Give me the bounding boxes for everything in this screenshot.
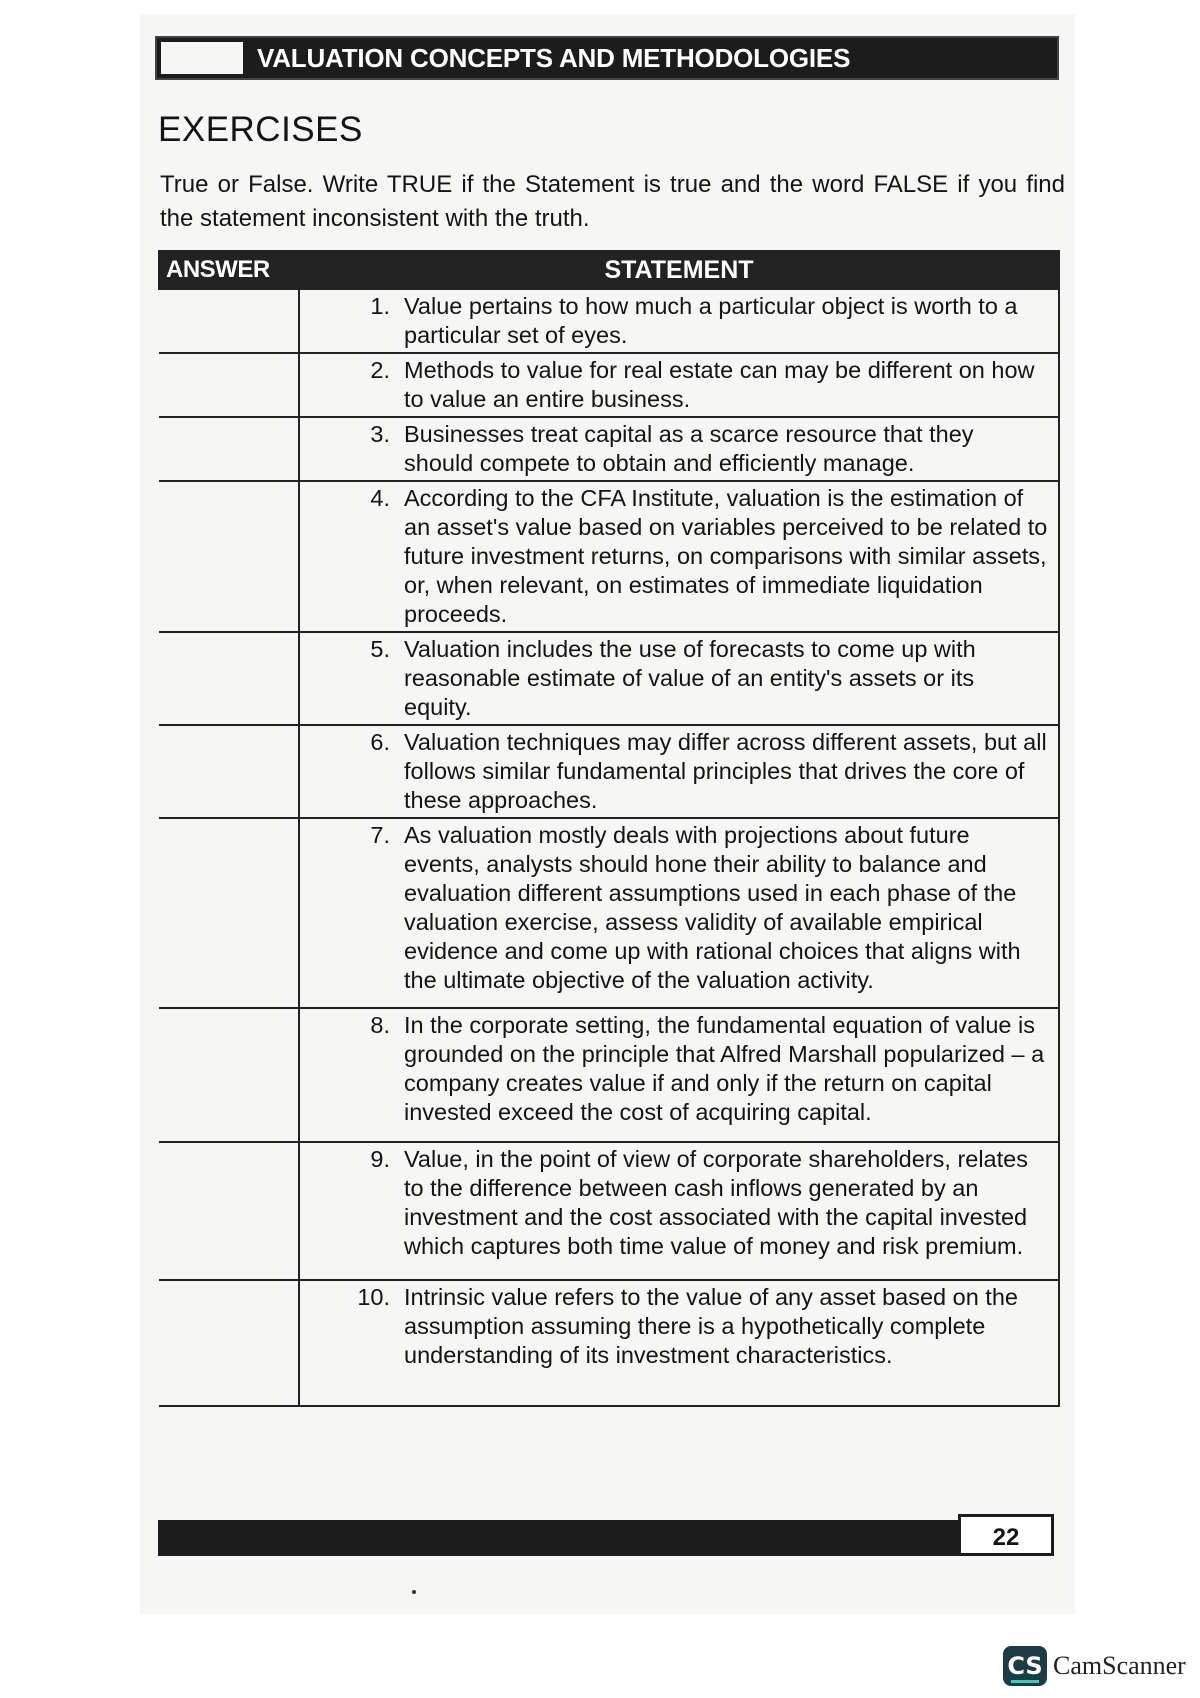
- camscanner-watermark: [1003, 1646, 1186, 1686]
- statement-number: 6.: [370, 729, 390, 755]
- statement-text: Valuation includes the use of forecasts to come up with reasonable estimate of value of an entity's assets or its equity.: [404, 636, 976, 720]
- statement-cell: [299, 818, 1059, 1008]
- table-row: [159, 481, 1059, 632]
- statement-column-header: STATEMENT: [299, 251, 1059, 289]
- statement-text: As valuation mostly deals with projections about future events, analysts should hone their ability to balance and evaluation different assumptions used in each phase of the valuation exercise, assess validity of available empirical evidence and come up with rational choices that aligns with the ultimate objective of the valuation activity.: [404, 822, 1021, 993]
- statement-number: 2.: [370, 357, 390, 383]
- camscanner-logo: CS: [1003, 1646, 1047, 1686]
- statement-number: 9.: [370, 1146, 390, 1172]
- table-row: [159, 289, 1059, 353]
- answer-cell[interactable]: [159, 818, 299, 1008]
- statement-text: In the corporate setting, the fundamental equation of value is grounded on the principle that Alfred Marshall popularized – a company creates value if and only if the return on capital invested exceed the cost of acquiring capital.: [404, 1012, 1045, 1125]
- statement-cell: [299, 1142, 1059, 1280]
- answer-column-header: ANSWER: [159, 251, 299, 289]
- exercise-table: [158, 250, 1060, 1407]
- statement-cell: [299, 417, 1059, 481]
- table-row: [159, 1280, 1059, 1406]
- answer-cell[interactable]: [159, 632, 299, 725]
- header-tab: [161, 42, 243, 74]
- statement-cell: [299, 725, 1059, 818]
- statement-text: Valuation techniques may differ across different assets, but all follows similar fundamental principles that drives the core of these approaches.: [404, 729, 1047, 813]
- answer-cell[interactable]: [159, 417, 299, 481]
- table-row: [159, 417, 1059, 481]
- camscanner-text: CamScanner: [1053, 1651, 1186, 1680]
- table-row: [159, 1008, 1059, 1142]
- answer-cell[interactable]: [159, 289, 299, 353]
- table-row: [159, 818, 1059, 1008]
- answer-cell[interactable]: [159, 353, 299, 417]
- statement-number: 8.: [370, 1012, 390, 1038]
- header-bar: [155, 36, 1059, 80]
- statement-cell: [299, 481, 1059, 632]
- statement-number: 3.: [370, 421, 390, 447]
- table-row: [159, 725, 1059, 818]
- table-row: [159, 353, 1059, 417]
- section-title: EXERCISES: [158, 110, 363, 149]
- header-title: VALUATION CONCEPTS AND METHODOLOGIES: [257, 43, 851, 73]
- statement-cell: [299, 632, 1059, 725]
- answer-cell[interactable]: [159, 1008, 299, 1142]
- statement-text: Methods to value for real estate can may be different on how to value an entire business.: [404, 357, 1035, 412]
- statement-text: According to the CFA Institute, valuation is the estimation of an asset's value based on variables perceived to be related to future investment returns, on comparisons with similar assets, or, when relevant, on estimates of immediate liquidation proceeds.: [404, 485, 1048, 627]
- scan-speck: [412, 1590, 416, 1594]
- statement-cell: [299, 1280, 1059, 1406]
- statement-text: Value pertains to how much a particular object is worth to a particular set of eyes.: [404, 293, 1018, 348]
- statement-text: Intrinsic value refers to the value of any asset based on the assumption assuming there is a hypothetically complete understanding of its investment characteristics.: [404, 1284, 1018, 1368]
- statement-text: Businesses treat capital as a scarce resource that they should compete to obtain and efficiently manage.: [404, 421, 974, 476]
- statement-text: Value, in the point of view of corporate shareholders, relates to the difference between cash inflows generated by an investment and the cost associated with the capital invested which captures both time value of money and risk premium.: [404, 1146, 1028, 1259]
- statement-number: 4.: [370, 485, 390, 511]
- footer-bar: [158, 1520, 958, 1556]
- answer-cell[interactable]: [159, 481, 299, 632]
- statement-cell: [299, 353, 1059, 417]
- table-row: [159, 632, 1059, 725]
- table-row: [159, 1142, 1059, 1280]
- answer-cell[interactable]: [159, 1280, 299, 1406]
- answer-cell[interactable]: [159, 1142, 299, 1280]
- statement-number: 1.: [370, 293, 390, 319]
- page-number: 22: [958, 1514, 1054, 1556]
- instructions: True or False. Write TRUE if the Statement is true and the word FALSE if you find the statement inconsistent with the truth.: [160, 171, 1065, 232]
- statement-number: 10.: [357, 1284, 390, 1310]
- statement-cell: [299, 289, 1059, 353]
- statement-number: 5.: [370, 636, 390, 662]
- statement-cell: [299, 1008, 1059, 1142]
- statement-number: 7.: [370, 822, 390, 848]
- answer-cell[interactable]: [159, 725, 299, 818]
